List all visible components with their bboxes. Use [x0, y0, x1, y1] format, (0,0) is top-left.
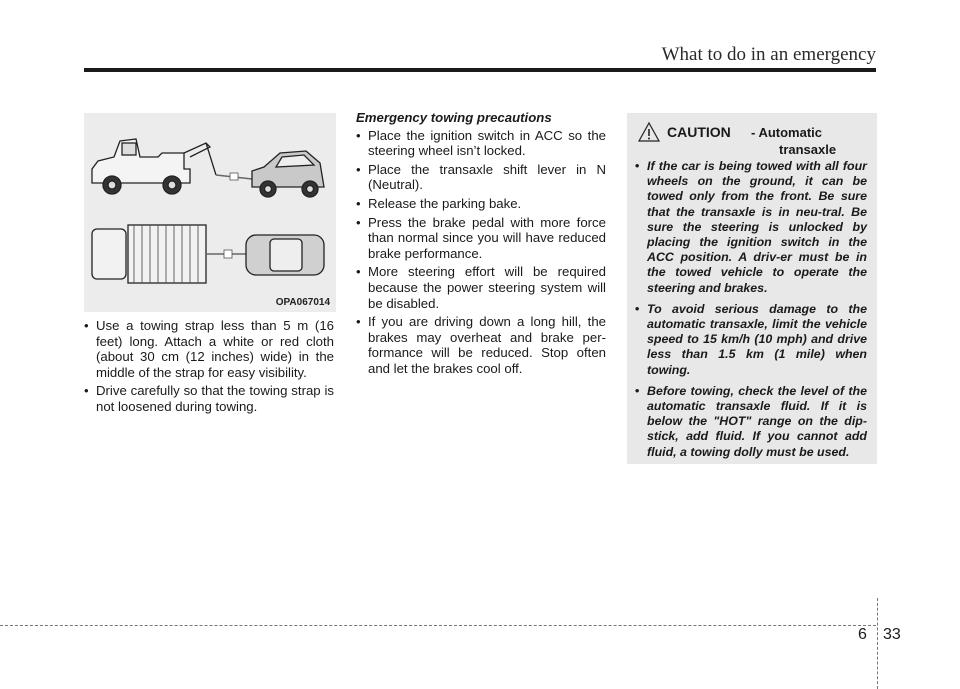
list-item: • Before towing, check the level of the automatic transaxle fluid. If it is below the "HOT" range on the dip-stick, add fluid. If you cannot add fluid, a towing dolly must be used.	[635, 384, 867, 460]
list-item: • Use a towing strap less than 5 m (16 feet) long. Attach a white or red cloth (about 30 cm (12 inches) wide) in the middle of the strap for easy visibility.	[84, 318, 334, 380]
list-item: • Press the brake pedal with more force than normal since you will have reduced brake performance.	[356, 215, 606, 262]
caution-subtitle-line2: transaxle	[779, 142, 837, 157]
header-rule	[84, 68, 876, 72]
caution-label: CAUTION	[667, 124, 731, 140]
towing-illustration	[84, 113, 336, 312]
list-item: • If you are driving down a long hill, the brakes may overheat and brake per-formance will be reduced. Stop often and let the brakes cool off.	[356, 314, 606, 376]
list-item: • Release the parking bake.	[356, 196, 606, 212]
towing-diagram-svg	[84, 113, 336, 312]
running-header: What to do in an emergency	[661, 44, 876, 65]
list-item: • Place the ignition switch in ACC so the steering wheel isn’t locked.	[356, 128, 606, 159]
tow-truck-top	[92, 225, 206, 283]
towed-car-top	[246, 235, 324, 275]
list-item: • If the car is being towed with all four wheels on the ground, it can be towed only from the front. Be sure that the transaxle is in neu-tral. Be sure the steering is unlocked by placing the ignition switch in the ACC position. A driv-er must be in the towed vehicle to operate the steering and brakes.	[635, 159, 867, 296]
footer-divider	[877, 598, 878, 689]
list-item: • To avoid serious damage to the automatic transaxle, limit the vehicle speed to 15 km/h (10 mph) and drive less than 1.5 km (1 mile) when towing.	[635, 302, 867, 378]
figure-code: OPA067014	[275, 297, 330, 308]
towing-strap-list	[84, 318, 334, 415]
column-middle	[356, 110, 606, 380]
footer-rule	[0, 625, 876, 626]
page-number: 33	[883, 626, 901, 643]
list-item: • Drive carefully so that the towing strap is not loosened during towing.	[84, 383, 334, 414]
caution-list	[635, 159, 867, 466]
tow-truck-side	[92, 139, 216, 194]
section-title: Emergency towing precautions	[356, 110, 552, 125]
list-item: • More steering effort will be required because the power steering system will be disabled.	[356, 264, 606, 311]
strap-cloth-top	[224, 250, 232, 258]
warning-triangle-icon	[637, 121, 661, 143]
caution-box	[627, 113, 877, 464]
strap-cloth-side	[230, 173, 238, 180]
towed-car-side	[252, 151, 324, 197]
caution-subtitle: - Automatic	[751, 125, 823, 140]
list-item: • Place the transaxle shift lever in N (Neutral).	[356, 162, 606, 193]
chapter-number: 6	[858, 626, 867, 643]
caution-header	[635, 121, 869, 163]
column-left	[84, 318, 334, 418]
precautions-list	[356, 128, 606, 377]
